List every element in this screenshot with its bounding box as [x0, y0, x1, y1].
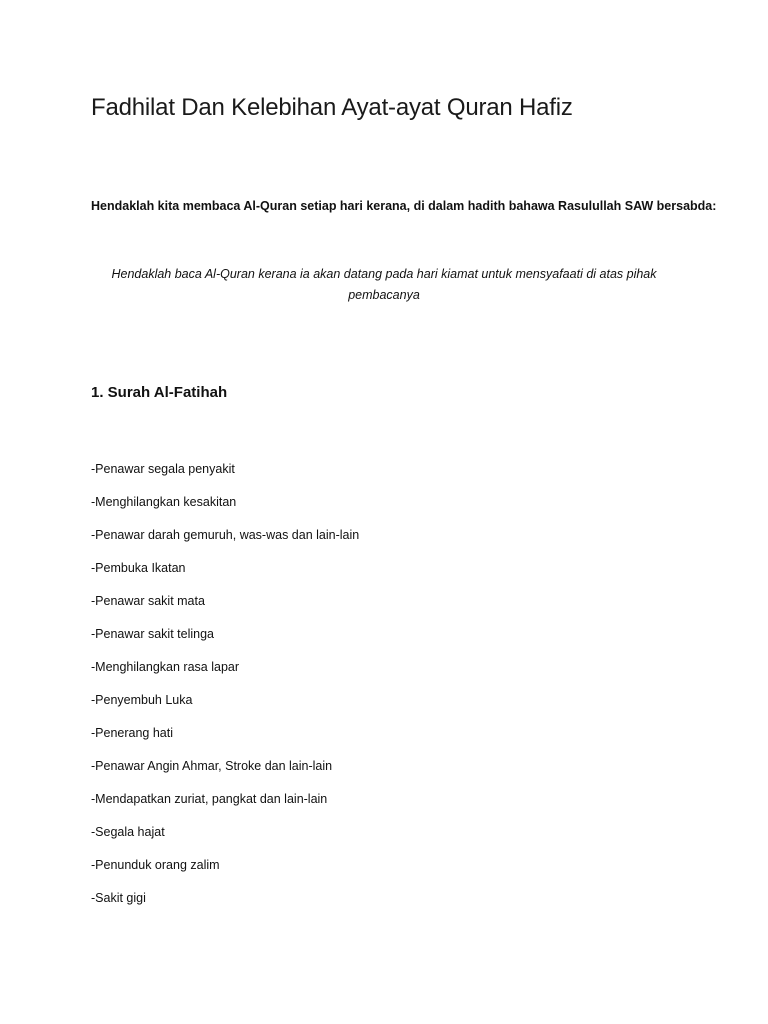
list-item: -Penerang hati	[91, 726, 174, 740]
list-item: -Penunduk orang zalim	[91, 858, 220, 872]
section-heading: 1. Surah Al-Fatihah	[91, 384, 228, 401]
list-item: -Penawar sakit mata	[91, 594, 205, 608]
list-item: -Penawar segala penyakit	[91, 462, 235, 476]
list-item: -Penawar sakit telinga	[91, 627, 214, 641]
document-title: Fadhilat Dan Kelebihan Ayat-ayat Quran Hafiz	[91, 94, 573, 121]
list-item: -Penyembuh Luka	[91, 693, 193, 707]
intro-paragraph: Hendaklah kita membaca Al-Quran setiap hari kerana, di dalam hadith bahawa Rasulullah SAW bersabda:	[91, 199, 717, 213]
list-item: -Menghilangkan rasa lapar	[91, 660, 240, 674]
list-item: -Pembuka Ikatan	[91, 561, 186, 575]
list-item: -Segala hajat	[91, 825, 165, 839]
list-item: -Sakit gigi	[91, 891, 146, 905]
list-item: -Mendapatkan zuriat, pangkat dan lain-lain	[91, 792, 328, 806]
hadith-quote: Hendaklah baca Al-Quran kerana ia akan datang pada hari kiamat untuk mensyafaati di atas pihak pembacanya	[111, 267, 657, 302]
benefits-list	[91, 460, 359, 922]
list-item: -Menghilangkan kesakitan	[91, 495, 237, 509]
list-item: -Penawar darah gemuruh, was-was dan lain-lain	[91, 528, 360, 542]
list-item: -Penawar Angin Ahmar, Stroke dan lain-lain	[91, 759, 333, 773]
